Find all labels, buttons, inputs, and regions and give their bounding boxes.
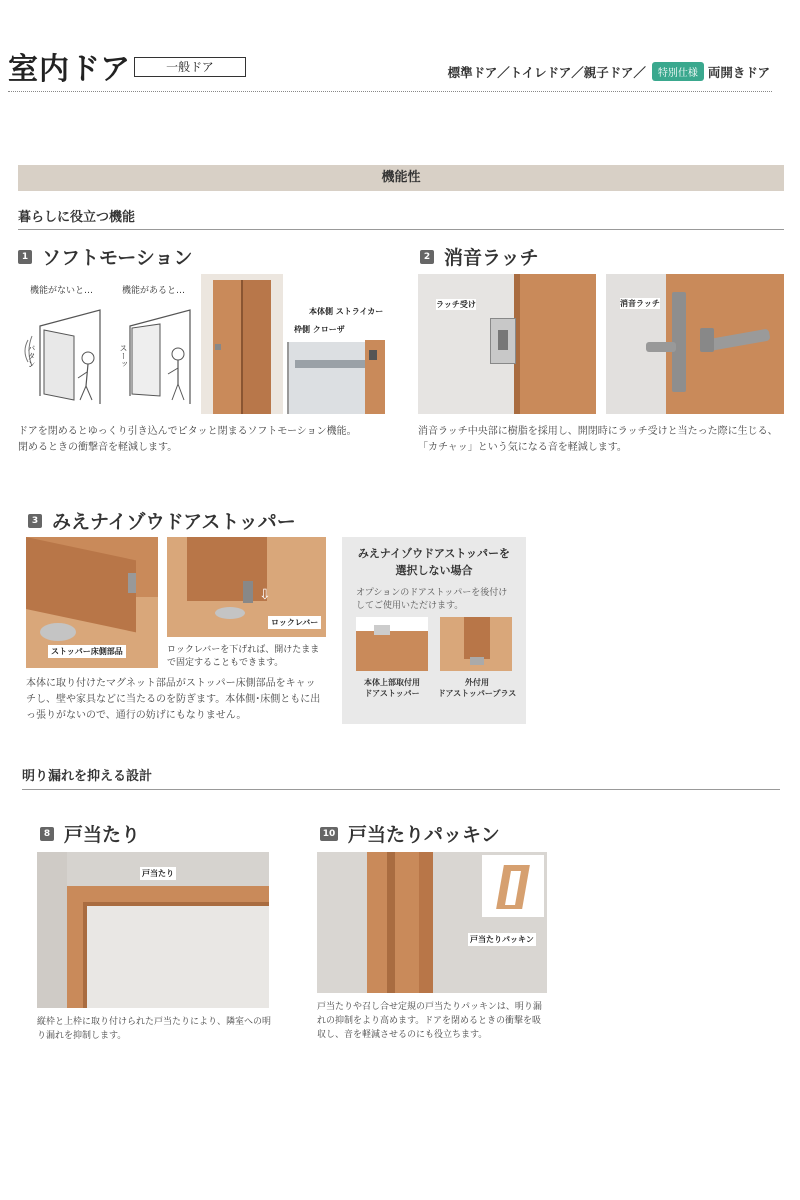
tag-door-stop-packing: 戸当たりパッキン	[470, 935, 534, 944]
subhead-rule	[18, 229, 784, 230]
lock-lever-caption: ロックレバーを下げれば、開けたまま で固定することもできます。	[167, 645, 320, 668]
panel-title: みえナイゾウドアストッパーを 選択しない場合	[357, 547, 511, 577]
feature-number: 10	[320, 827, 338, 841]
silent-latch-description: 消音ラッチ中央部に樹脂を採用し、開閉時にラッチ受けと当たった際に生じる、 「カチャッ」という気になる音を軽減します。	[418, 426, 778, 453]
tag-stopper-floor-part: ストッパー床側部品	[48, 645, 126, 658]
subhead-rule	[22, 789, 780, 790]
label-with-function: 機能があると…	[122, 286, 186, 296]
onomatopoeia-soft: スーッ	[119, 344, 128, 368]
door-type-nav	[448, 62, 770, 81]
feature-number: 3	[28, 514, 42, 528]
subhead-light-leak: 明り漏れを抑える設計	[22, 769, 153, 784]
closer-striker-photo	[287, 300, 385, 414]
tag-frame-closer: 枠側 クローザ	[294, 325, 345, 334]
feature-number: 1	[18, 250, 32, 264]
tag-latch-receiver: ラッチ受け	[436, 300, 476, 309]
category-label: 一般ドア	[134, 57, 246, 77]
external-stopper-photo	[440, 617, 512, 671]
stopper-alternative-panel	[342, 537, 526, 724]
feature-title-silent-latch: 2 消音ラッチ	[420, 243, 539, 270]
external-stopper-caption: 外付用 ドアストッパープラス	[437, 678, 517, 698]
special-spec-badge: 特別仕様	[652, 62, 704, 81]
page-title: 室内ドア	[8, 52, 132, 87]
subhead-useful-functions: 暮らしに役立つ機能	[18, 210, 136, 225]
soft-motion-door-photo	[201, 274, 283, 414]
header-divider	[8, 91, 772, 92]
nav-double-door[interactable]: 両開きドア	[707, 65, 770, 80]
soft-motion-description: ドアを閉めるとゆっくり引き込んでピタッと閉まるソフトモーション機能。 閉めるときの衝撃音を軽減します。	[18, 426, 357, 453]
onomatopoeia-bang: バタン	[27, 344, 36, 368]
nav-standard-toilet-parent[interactable]: 標準ドア／トイレドア／親子ドア／	[447, 65, 646, 80]
feature-number: 2	[420, 250, 434, 264]
door-stop-description: 縦枠と上枠に取り付けられた戸当たりにより、隣室への明 り漏れを抑制します。	[37, 1017, 272, 1041]
section-band-functionality: 機能性	[18, 165, 784, 191]
packing-detail-inset	[482, 855, 544, 917]
tag-lock-lever: ロックレバー	[268, 616, 321, 629]
soft-motion-illustration	[18, 278, 198, 414]
feature-title-hidden-stopper: 3 みえナイゾウドアストッパー	[28, 507, 296, 534]
top-mount-stopper-photo	[356, 617, 428, 671]
feature-number: 8	[40, 827, 54, 841]
top-mount-stopper-caption: 本体上部取付用 ドアストッパー	[364, 678, 420, 698]
feature-title-soft-motion: 1 ソフトモーション	[18, 243, 192, 270]
tag-silent-latch: 消音ラッチ	[620, 299, 660, 308]
feature-title-door-stop: 8 戸当たり	[40, 820, 140, 847]
silent-latch-photo	[606, 274, 784, 414]
latch-receiver-photo	[418, 274, 596, 414]
label-without-function: 機能がないと…	[30, 286, 94, 296]
feature-title-door-stop-packing: 10 戸当たりパッキン	[320, 820, 500, 847]
door-closing-sketch	[18, 296, 198, 414]
hidden-stopper-description: 本体に取り付けたマグネット部品がストッパー床側部品をキャッ チし、壁や家具などに当たるのを防ぎます。本体側･床側ともに出 っ張りがないので、通行の妨げにもなりません。	[26, 678, 321, 721]
tag-door-stop: 戸当たり	[142, 869, 174, 878]
door-stop-packing-description: 戸当たりや召し合せ定規の戸当たりパッキンは、明り漏 れの抑制をより高めます。ドアを閉めるときの衝撃を吸 収し、音を軽減させるのにも役立ちます。	[317, 1002, 542, 1040]
panel-text: オプションのドアストッパーを後付け してご使用いただけます。	[356, 588, 508, 611]
lock-lever-photo: ⇩	[167, 537, 326, 637]
tag-body-striker: 本体側 ストライカー	[309, 307, 384, 316]
